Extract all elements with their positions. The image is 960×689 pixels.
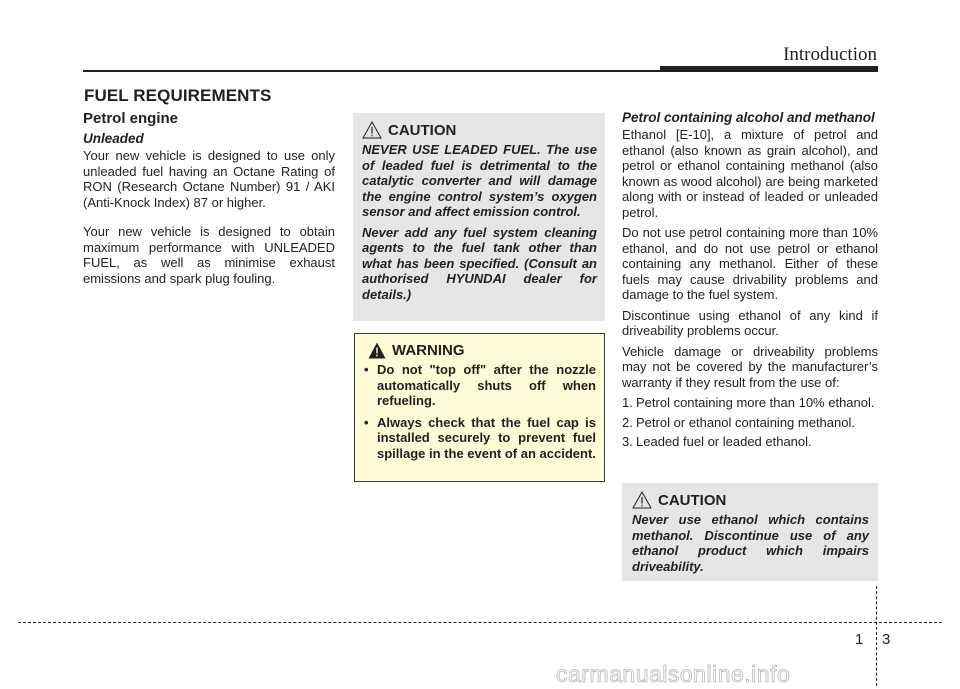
caution-text: NEVER USE LEADED FUEL. The use of leaded fuel is detrimental to the catalytic converter and will damage the engine control system’s oxygen sensor and affect emission control. [362,142,597,219]
list-text: Petrol or ethanol containing methanol. [636,414,855,430]
column-alcohol-methanol [622,110,878,454]
bullet: • [364,362,369,377]
caution-header [362,121,597,139]
list-item [622,434,878,450]
paragraph: Discontinue using ethanol of any kind if driveability problems occur. [622,307,878,338]
caution-label: CAUTION [658,491,727,509]
footer-rule [18,622,942,623]
page-number: 3 [882,631,891,648]
caution-triangle-icon [632,491,652,509]
alcohol-methanol-subheading: Petrol containing alcohol and methanol [622,110,875,125]
list-number: 1. [622,395,633,410]
warning-triangle-icon [368,342,386,359]
warning-header [368,342,596,359]
caution-header [632,491,869,509]
warning-list [364,362,596,461]
paragraph: Your new vehicle is designed to obtain maximum performance with UNLEADED FUEL, as well as minimise exhaust emissions and spark plug fouling. [83,224,335,286]
caution-label: CAUTION [388,121,457,139]
list-item [364,362,596,409]
petrol-engine-heading: Petrol engine [83,110,179,127]
fuel-list [622,395,878,450]
header-title: Introduction [783,44,877,65]
caution-text: Never add any fuel system cleaning agents to the fuel tank other than what has been specified. (Consult an authorised HYUNDAI dealer for details.) [362,224,597,302]
list-item [622,415,878,431]
list-item [364,415,596,462]
unleaded-subheading: Unleaded [83,131,144,146]
paragraph: Your new vehicle is designed to use only unleaded fuel having an Octane Rating of RON (Research Octane Number) 91 / AKI (Anti-Knock Index) 87 or higher. [83,148,335,210]
paragraph: Vehicle damage or driveability problems may not be covered by the manufacturer’s warranty if they result from the use of: [622,343,878,390]
watermark[interactable]: carmanualsonline.info [556,661,791,687]
column-petrol-engine [83,110,335,286]
caution-triangle-icon [362,121,382,139]
header-rule-thick [660,66,878,72]
paragraph: Do not use petrol containing more than 10% ethanol, and do not use petrol or ethanol containing any methanol. Either of these fuels may cause drivability problems and damage to the fuel system. [622,225,878,302]
caution-text: Never use ethanol which contains methanol. Discontinue use of any ethanol product which impairs driveability. [632,512,869,574]
warning-item-text: Always check that the fuel cap is installed securely to prevent fuel spillage in the event of an accident. [377,414,596,461]
warning-label: WARNING [392,342,465,359]
list-item [622,395,878,411]
chapter-number: 1 [855,631,864,648]
bullet: • [364,414,369,430]
paragraph: Ethanol [E-10], a mixture of petrol and ethanol (also known as grain alcohol), and petrol or ethanol containing methanol (also known as wood alcohol) are being marketed along with or instead of leaded or unleaded petrol. [622,127,878,220]
list-number: 2. [622,414,633,430]
caution-box-methanol [622,483,878,581]
warning-item-text: Do not "top off" after the nozzle automatically shuts off when refueling. [377,362,596,408]
section-title: FUEL REQUIREMENTS [84,86,272,105]
list-text: Leaded fuel or leaded ethanol. [636,434,812,449]
list-number: 3. [622,434,633,449]
caution-box-leaded-fuel [353,113,605,321]
footer-divider [876,586,877,686]
header-rule-thin [83,70,663,72]
list-text: Petrol containing more than 10% ethanol. [636,395,875,410]
warning-box-refueling [354,333,605,482]
